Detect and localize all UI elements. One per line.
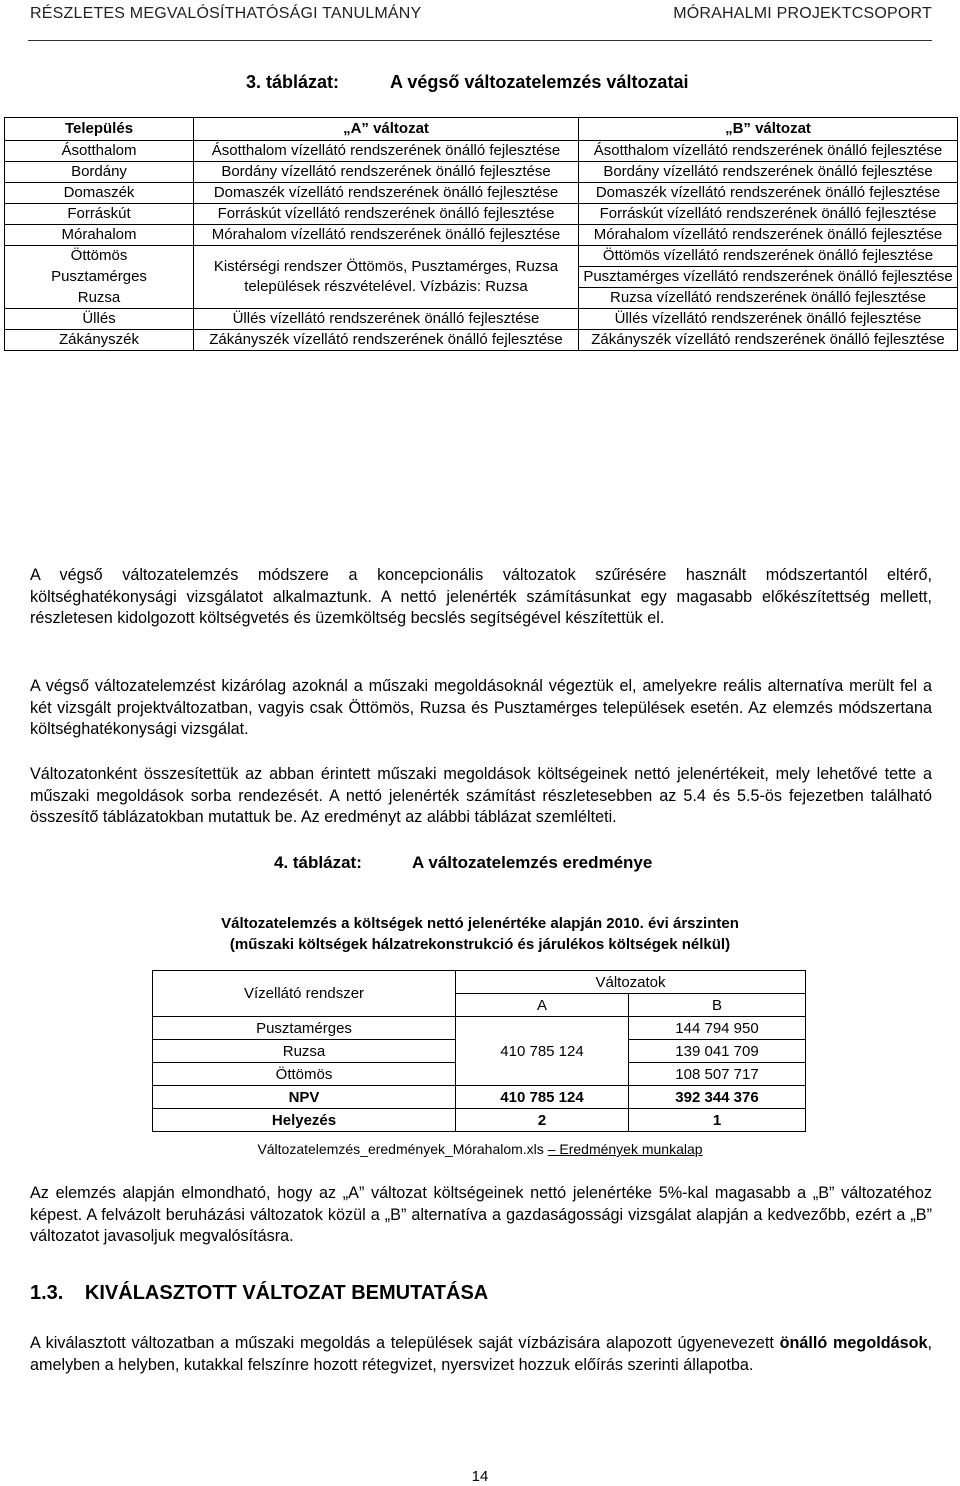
table4-title: A változatelemzés eredménye — [412, 853, 653, 872]
source-sheet: – Eredmények munkalap — [547, 1141, 703, 1157]
section-number: 1.3. — [30, 1282, 64, 1304]
header-group-name: MÓRAHALMI PROJEKTCSOPORT — [673, 5, 932, 22]
table-row — [5, 309, 958, 330]
settlement-cell: Ruzsa — [5, 288, 194, 309]
page-number: 14 — [471, 1468, 489, 1485]
variant-b-cell: Öttömös vízellátó rendszerének önálló fejlesztése — [579, 246, 958, 267]
header-rule — [28, 40, 932, 41]
section-text-pre: A kiválasztott változatban a műszaki megoldás a települések saját vízbázisára alapozott úgyenevezett — [30, 1334, 780, 1352]
table-row — [5, 162, 958, 183]
rank-row — [153, 1109, 806, 1132]
header-variant-b: B — [629, 994, 806, 1017]
table-row — [5, 141, 958, 162]
variant-a-cell: Üllés vízellátó rendszerének önálló fejlesztése — [194, 309, 579, 330]
variant-b-cell: Zákányszék vízellátó rendszerének önálló fejlesztése — [579, 330, 958, 351]
variant-a-cell: Forráskút vízellátó rendszerének önálló fejlesztése — [194, 204, 579, 225]
variant-b-cell: 139 041 709 — [629, 1040, 806, 1063]
system-cell: Ruzsa — [153, 1040, 456, 1063]
paragraph-summary: Változatonként összesítettük az abban érintett műszaki megoldások költségeinek nettó jelenértékeit, mely lehetővé tette a műszaki megoldások sorba rendezését. A nettó jelenérték számítást részletesebben az 5.4 és 5.5-ös fejezetben található összesítő táblázatokban mutattuk be. Az eredményt az alábbi táblázat szemlélteti. — [30, 765, 932, 826]
variant-a-cell: Bordány vízellátó rendszerének önálló fejlesztése — [194, 162, 579, 183]
variant-b-cell: Pusztamérges vízellátó rendszerének önálló fejlesztése — [579, 267, 958, 288]
variant-b-cell: Üllés vízellátó rendszerének önálló fejlesztése — [579, 309, 958, 330]
settlement-cell: Ásotthalom — [5, 141, 194, 162]
variant-b-cell: Ruzsa vízellátó rendszerének önálló fejlesztése — [579, 288, 958, 309]
variant-b-cell: Mórahalom vízellátó rendszerének önálló fejlesztése — [579, 225, 958, 246]
table4-subtitle-2: (műszaki költségek hálzatrekonstrukció és járulékos költségek nélkül) — [229, 936, 731, 953]
section-text-bold: önálló megoldások — [779, 1334, 928, 1352]
variant-a-cell: Mórahalom vízellátó rendszerének önálló fejlesztése — [194, 225, 579, 246]
section-heading — [30, 1282, 488, 1305]
npv-label: NPV — [153, 1086, 456, 1109]
settlement-cell: Bordány — [5, 162, 194, 183]
table-row — [5, 183, 958, 204]
table-row — [5, 225, 958, 246]
header-variant-a: A — [456, 994, 629, 1017]
section-title: KIVÁLASZTOTT VÁLTOZAT BEMUTATÁSA — [84, 1282, 489, 1304]
header-document-title: RÉSZLETES MEGVALÓSÍTHATÓSÁGI TANULMÁNY — [30, 5, 422, 22]
variant-a-cell: Domaszék vízellátó rendszerének önálló fejlesztése — [194, 183, 579, 204]
header-variants: Változatok — [456, 971, 806, 994]
settlement-cell: Mórahalom — [5, 225, 194, 246]
results-table — [152, 970, 806, 1132]
settlement-cell: Pusztamérges — [5, 267, 194, 288]
variant-b-cell: 108 507 717 — [629, 1063, 806, 1086]
table-header-row — [153, 971, 806, 994]
rank-b: 1 — [629, 1109, 806, 1132]
table3-title: A végső változatelemzés változatai — [390, 72, 689, 92]
paragraph-scope: A végső változatelemzést kizárólag azoknál a műszaki megoldásoknál végeztük el, amelyekre reális alternatíva merült fel a két vizsgált projektváltozatban, vagyis csak Öttömös, Ruzsa és Pusztamérges települések esetén. Az elemzés módszertana költséghatékonysági vizsgálat. — [30, 677, 932, 738]
table-row — [5, 204, 958, 225]
settlement-cell: Üllés — [5, 309, 194, 330]
variants-table — [4, 117, 958, 351]
variant-a-cell: Ásotthalom vízellátó rendszerének önálló fejlesztése — [194, 141, 579, 162]
variant-b-cell: Ásotthalom vízellátó rendszerének önálló fejlesztése — [579, 141, 958, 162]
table4-label: 4. táblázat: — [274, 853, 362, 872]
system-cell: Öttömös — [153, 1063, 456, 1086]
variant-b-cell: 144 794 950 — [629, 1017, 806, 1040]
settlement-cell: Forráskút — [5, 204, 194, 225]
rank-a: 2 — [456, 1109, 629, 1132]
npv-a: 410 785 124 — [456, 1086, 629, 1109]
header-variant-b: „B” változat — [579, 118, 958, 141]
table4-source — [0, 1141, 960, 1157]
header-settlement: Település — [5, 118, 194, 141]
table-row — [5, 330, 958, 351]
table-row — [153, 1017, 806, 1040]
variant-a-merged-cell: Kistérségi rendszer Öttömös, Pusztamérges, Ruzsa települések részvételével. Vízbázis: Ruzsa — [194, 246, 579, 309]
table-row — [5, 246, 958, 267]
settlement-cell: Zákányszék — [5, 330, 194, 351]
system-cell: Pusztamérges — [153, 1017, 456, 1040]
variant-b-cell: Bordány vízellátó rendszerének önálló fejlesztése — [579, 162, 958, 183]
header-variant-a: „A” változat — [194, 118, 579, 141]
variant-b-cell: Forráskút vízellátó rendszerének önálló fejlesztése — [579, 204, 958, 225]
npv-row — [153, 1086, 806, 1109]
variant-a-cell: Zákányszék vízellátó rendszerének önálló fejlesztése — [194, 330, 579, 351]
settlement-cell: Domaszék — [5, 183, 194, 204]
source-file: Változatelemzés_eredmények_Mórahalom.xls — [257, 1141, 544, 1157]
npv-b: 392 344 376 — [629, 1086, 806, 1109]
table4-subtitle-1: Változatelemzés a költségek nettó jelenértéke alapján 2010. évi árszinten — [221, 915, 739, 932]
paragraph-conclusion: Az elemzés alapján elmondható, hogy az „A” változat költségeinek nettó jelenértéke 5%-kal magasabb a „B” változatéhoz képest. A felvázolt beruházási változatok közül a „B” alternatíva a gazdaságossági vizsgálat alapján a kedvezőbb, ezért a „B” változatot javasoljuk megvalósításra. — [30, 1184, 932, 1245]
paragraph-section-intro — [30, 1333, 932, 1376]
table3-label: 3. táblázat: — [246, 72, 340, 92]
header-system: Vízellátó rendszer — [153, 971, 456, 1017]
variant-a-merged-cell: 410 785 124 — [456, 1017, 629, 1086]
table-header-row — [5, 118, 958, 141]
paragraph-method: A végső változatelemzés módszere a koncepcionális változatok szűrésére használt módszertantól eltérő, költséghatékonysági vizsgálatot alkalmaztunk. A nettó jelenérték számításunkat egy magasabb előkészítettség mellett, részletesen kidolgozott költségvetés és üzemköltség becslés segítségével készítettük el. — [30, 566, 932, 627]
page-header — [0, 0, 960, 48]
variant-b-cell: Domaszék vízellátó rendszerének önálló fejlesztése — [579, 183, 958, 204]
settlement-cell: Öttömös — [5, 246, 194, 267]
rank-label: Helyezés — [153, 1109, 456, 1132]
section-text-post: , amelyben a helyben, kutakkal felszínre hozott rétegvizet, nyersvizet hozzuk előírás szerinti állapotba. — [30, 1334, 932, 1374]
